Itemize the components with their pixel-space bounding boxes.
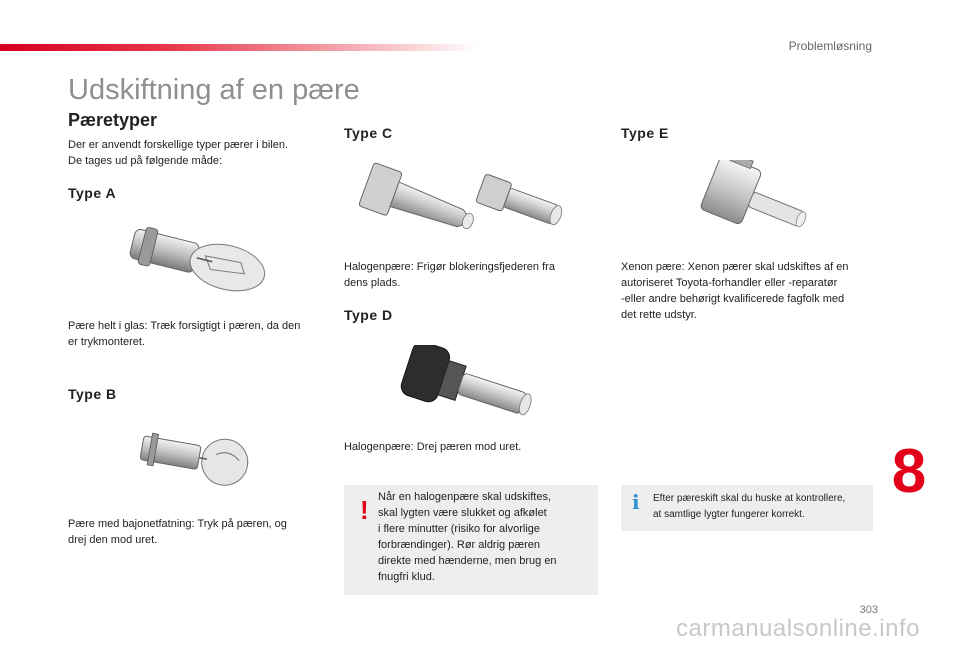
type-d-bulb-image bbox=[398, 345, 546, 429]
header-accent-bar bbox=[0, 44, 480, 51]
type-b-heading: Type B bbox=[68, 386, 117, 402]
type-b-text: Pære med bajonetfatning: Tryk på pæren, og drej den mod uret. bbox=[68, 518, 287, 546]
type-e-bulb-image bbox=[700, 160, 816, 246]
warning-text: Når en halogenpære skal udskiftes, skal lygten være slukket og afkølet i flere minutter (risiko for alvorlige forbrændinger). Rør aldrig pæren direkte med hænderne, men brug en fnugfri klud. bbox=[378, 491, 557, 583]
warning-exclamation-icon: ! bbox=[360, 495, 369, 525]
intro-text: Der er anvendt forskellige typer pærer i bilen. De tages ud på følgende måde: bbox=[68, 139, 289, 167]
type-d-text: Halogenpære: Drej pæren mod uret. bbox=[344, 441, 522, 453]
page-number: 303 bbox=[859, 604, 878, 616]
type-c-text: Halogenpære: Frigør blokeringsfjederen fra dens plads. bbox=[344, 261, 555, 289]
type-c-bulb-image bbox=[358, 160, 580, 252]
info-box bbox=[621, 485, 873, 531]
bulb-types-heading: Pæretyper bbox=[68, 110, 158, 130]
type-c-heading: Type C bbox=[344, 125, 393, 141]
type-e-text: Xenon pære: Xenon pærer skal udskiftes af en autoriseret Toyota-forhandler eller -reparatør -eller andre behørigt kvalificerede fagfolk med det rette udstyr. bbox=[621, 261, 849, 321]
page-title: Udskiftning af en pære bbox=[68, 74, 360, 106]
type-a-text: Pære helt i glas: Træk forsigtigt i pæren, da den er trykmonteret. bbox=[68, 320, 301, 348]
type-b-bulb-image bbox=[135, 425, 255, 491]
type-d-heading: Type D bbox=[344, 307, 393, 323]
chapter-number: 8 bbox=[891, 437, 927, 506]
warning-box bbox=[344, 485, 598, 595]
section-label: Problemløsning bbox=[788, 39, 872, 53]
info-icon: i bbox=[632, 490, 640, 514]
type-e-heading: Type E bbox=[621, 125, 669, 141]
watermark: carmanualsonline.info bbox=[676, 615, 920, 642]
info-text: Efter pæreskift skal du huske at kontrollere, at samtlige lygter fungerer korrekt. bbox=[653, 493, 846, 520]
type-a-heading: Type A bbox=[68, 185, 117, 201]
type-a-bulb-image bbox=[122, 222, 272, 300]
